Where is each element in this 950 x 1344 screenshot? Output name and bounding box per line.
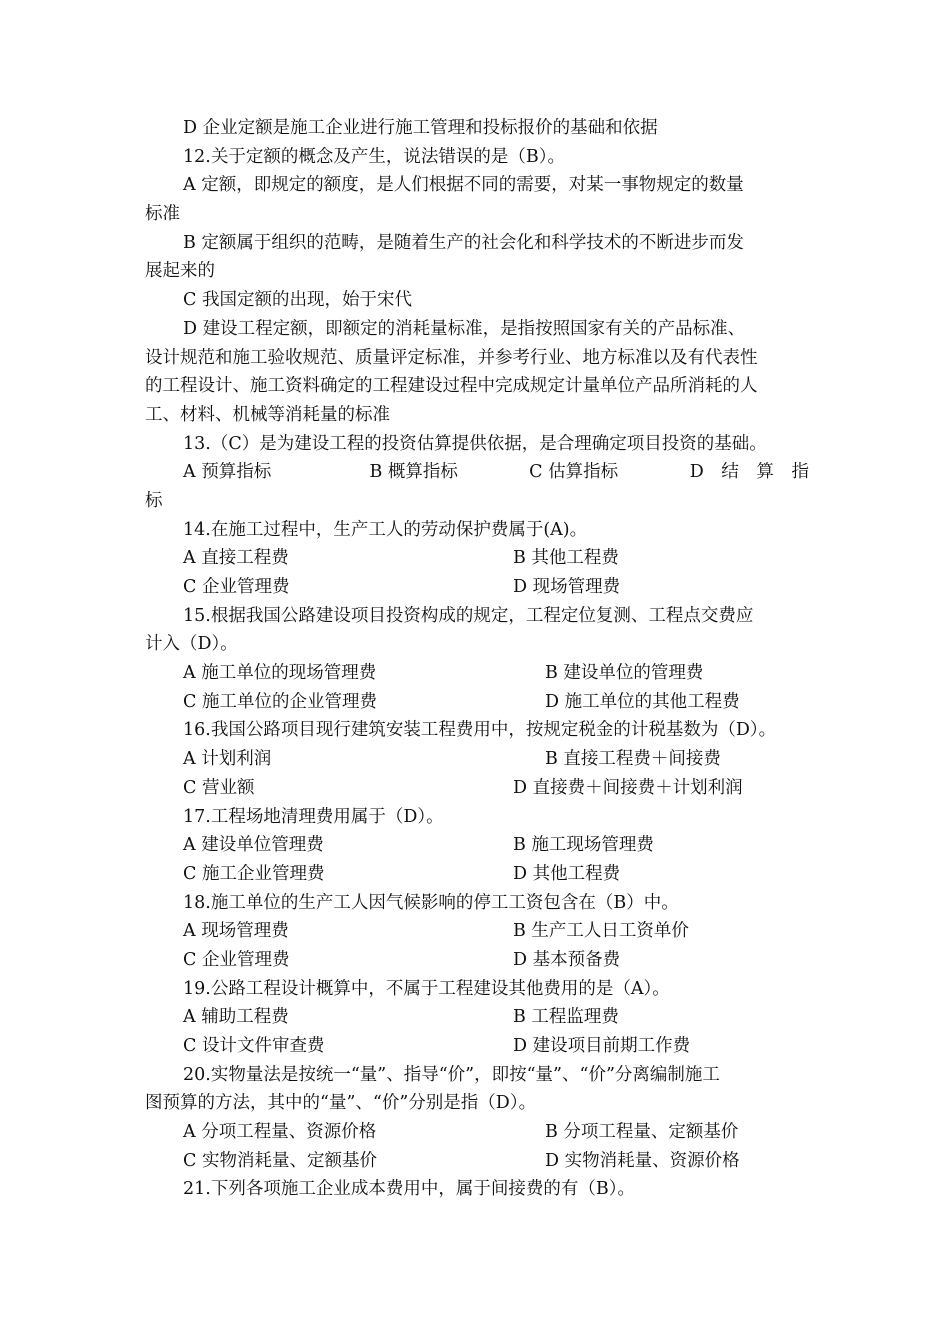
- option-row: [145, 573, 815, 602]
- option-a: A 辅助工程费: [183, 1007, 289, 1028]
- option-c: C 营业额: [183, 777, 255, 798]
- question-18: 18.施工单位的生产工人因气候影响的停工工资包含在（B）中。: [183, 892, 679, 913]
- option-row: [145, 860, 815, 889]
- question-16: 16.我国公路项目现行建筑安装工程费用中，按规定税金的计税基数为（D）。: [183, 720, 777, 741]
- option-d: D 施工单位的其他工程费: [545, 691, 740, 712]
- option-b: B 其他工程费: [513, 548, 619, 569]
- question-21: 21.下列各项施工企业成本费用中，属于间接费的有（B）。: [183, 1179, 635, 1200]
- option-row: [145, 659, 815, 688]
- option-c: C 实物消耗量、定额基价: [183, 1150, 377, 1171]
- option-row: [145, 745, 815, 774]
- option-row: [145, 1032, 815, 1061]
- question-17: 17.工程场地清理费用属于（D）。: [183, 806, 444, 827]
- option-c: C 估算指标: [529, 462, 619, 483]
- question-20: 20.实物量法是按统一“量”、指导“价”，即按“量”、“价”分离编制施工: [183, 1064, 720, 1085]
- text-line: 展起来的: [145, 261, 215, 282]
- text-line: 设计规范和施工验收规范、质量评定标准，并参考行业、地方标准以及有代表性: [145, 347, 758, 368]
- question-19: 19.公路工程设计概算中，不属于工程建设其他费用的是（A）。: [183, 978, 670, 999]
- option-row: [145, 544, 815, 573]
- option-a: A 直接工程费: [183, 548, 289, 569]
- text-line: 工、材料、机械等消耗量的标准: [145, 404, 390, 425]
- option-d: D 其他工程费: [513, 863, 621, 884]
- document-page: [145, 114, 815, 1204]
- option-row: [145, 1118, 815, 1147]
- option-a: A 预算指标: [183, 462, 272, 483]
- option-b: B 直接工程费＋间接费: [545, 749, 721, 770]
- option-d: D 基本预备费: [513, 949, 621, 970]
- option-a: A 现场管理费: [183, 921, 289, 942]
- option-c: C 施工单位的企业管理费: [183, 691, 377, 712]
- text-line: 标: [145, 490, 163, 511]
- option-c: C 企业管理费: [183, 577, 290, 597]
- question-14: 14.在施工过程中，生产工人的劳动保护费属于(A)。: [183, 519, 588, 540]
- option-d: D 结 算 指: [689, 462, 815, 483]
- option-row: [145, 831, 815, 860]
- option-row: [145, 1147, 815, 1176]
- option-b: B 生产工人日工资单价: [513, 921, 689, 942]
- option-b: B 施工现场管理费: [513, 835, 654, 856]
- option-row: [145, 946, 815, 975]
- option-a: A 计划利润: [183, 749, 272, 770]
- option-b: B 概算指标: [369, 462, 458, 483]
- option-row: [145, 458, 815, 487]
- text-line: B 定额属于组织的范畴，是随着生产的社会化和科学技术的不断进步而发: [183, 232, 744, 253]
- option-row: [145, 774, 815, 803]
- question-13: 13.（C）是为建设工程的投资估算提供依据，是合理确定项目投资的基础。: [183, 433, 767, 454]
- option-b: B 分项工程量、定额基价: [545, 1122, 739, 1143]
- option-d: D 建设项目前期工作费: [513, 1036, 691, 1056]
- option-d: D 直接费＋间接费＋计划利润: [513, 777, 743, 798]
- option-a: A 施工单位的现场管理费: [183, 663, 377, 684]
- option-d: D 实物消耗量、资源价格: [545, 1150, 740, 1171]
- option-c: C 施工企业管理费: [183, 863, 325, 884]
- text-line: 的工程设计、施工资料确定的工程建设过程中完成规定计量单位产品所消耗的人: [145, 376, 758, 397]
- option-b: B 建设单位的管理费: [545, 663, 704, 684]
- text-line: D 企业定额是施工企业进行施工管理和投标报价的基础和依据: [183, 118, 658, 138]
- option-row: [145, 1003, 815, 1032]
- option-c: C 企业管理费: [183, 949, 290, 970]
- option-a: A 建设单位管理费: [183, 835, 324, 856]
- text-line: A 定额，即规定的额度，是人们根据不同的需要，对某一事物规定的数量: [183, 175, 744, 196]
- question-15: 15.根据我国公路建设项目投资构成的规定，工程定位复测、工程点交费应: [183, 605, 754, 626]
- text-line: 图预算的方法，其中的“量”、“价”分别是指（D）。: [145, 1093, 537, 1114]
- text-line: D 建设工程定额，即额定的消耗量标准，是指按照国家有关的产品标准、: [183, 318, 746, 339]
- option-a: A 分项工程量、资源价格: [183, 1122, 377, 1143]
- question-12: 12.关于定额的概念及产生，说法错误的是（B）。: [183, 146, 565, 167]
- text-line: 计入（D）。: [145, 634, 238, 655]
- option-row: [145, 917, 815, 946]
- text-line: 标准: [145, 204, 180, 225]
- option-b: B 工程监理费: [513, 1007, 619, 1028]
- option-c: C 设计文件审查费: [183, 1036, 325, 1056]
- option-row: [145, 688, 815, 717]
- text-line: C 我国定额的出现，始于宋代: [183, 290, 412, 311]
- option-d: D 现场管理费: [513, 577, 621, 597]
